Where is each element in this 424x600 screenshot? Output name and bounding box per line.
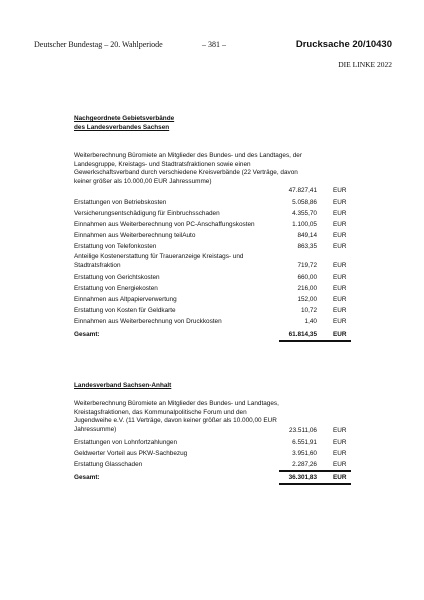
- row-currency: EUR: [333, 262, 347, 270]
- row-currency: EUR: [333, 210, 347, 217]
- row-currency: EUR: [333, 450, 347, 457]
- table-row: [74, 437, 354, 448]
- row-value: 849,14: [297, 232, 317, 239]
- row-value: 660,00: [297, 274, 317, 281]
- row-value: 23.511,06: [289, 427, 317, 435]
- row-value: 6.551,91: [292, 439, 317, 446]
- row-label: Weiterberechnung Büromiete an Mitglieder des Bundes- und des Landtages, der Landesgruppe, Kreistags- und Stadtratsfraktionen sowie einen Gewerkschaftsverband durch verschiedene Kreisverbände (22 Verträge, davon keiner größer als 10.000,00 EUR Jahressumme): [74, 152, 302, 185]
- row-currency: EUR: [333, 285, 347, 292]
- row-currency: EUR: [333, 461, 347, 468]
- header-page-number: – 381 –: [202, 40, 226, 49]
- row-label: Einnahmen aus Altpapierverwertung: [74, 296, 177, 303]
- row-label: Erstattung von Telefonkosten: [74, 243, 157, 250]
- total-currency: EUR: [333, 331, 347, 338]
- row-value: 863,35: [297, 243, 317, 250]
- row-currency: EUR: [333, 199, 347, 206]
- row-label: Erstattung von Kosten für Geldkarte: [74, 307, 176, 314]
- row-label: Anteilige Kostenerstattung für Traueranzeige Kreistags- und Stadtratsfraktion: [74, 253, 244, 269]
- table-row: [74, 316, 354, 327]
- row-label: Weiterberechnung Büromiete an Mitglieder des Bundes- und Landtages, Kreistagsfraktionen, das Kommunalpolitische Forum und den Jugendweihe e.V. (11 Verträge, davon keiner größer als 10.000,00 EUR Jahressumme): [74, 400, 279, 433]
- table-row: [74, 230, 354, 241]
- row-label: Erstattungen von Betriebskosten: [74, 199, 167, 206]
- row-currency: EUR: [333, 296, 347, 303]
- table-row: [74, 241, 354, 252]
- table-row: [74, 219, 354, 230]
- row-value: 2.287,26: [292, 461, 317, 468]
- row-label: Geldwerter Vorteil aus PKW-Sachbezug: [74, 450, 188, 457]
- row-value: 1,40: [304, 318, 317, 325]
- header-document-number: Drucksache 20/10430: [295, 39, 392, 50]
- income-table-sachsen-anhalt: [74, 399, 354, 483]
- total-label: Gesamt:: [74, 474, 100, 481]
- table-row: [74, 252, 354, 272]
- section-title: Landesverband Sachsen-Anhalt: [74, 382, 172, 389]
- row-currency: EUR: [333, 427, 347, 435]
- total-value: 61.814,35: [288, 331, 317, 338]
- row-currency: EUR: [333, 221, 347, 228]
- row-value: 4.355,70: [292, 210, 317, 217]
- row-currency: EUR: [333, 243, 347, 250]
- row-value: 5.058,86: [292, 199, 317, 206]
- row-label: Einnahmen aus Weiterberechnung von PC-Anschaffungskosten: [74, 221, 255, 228]
- row-label: Versicherungsentschädigung für Einbruchsschaden: [74, 210, 220, 217]
- header-parliament: Deutscher Bundestag – 20. Wahlperiode: [34, 40, 163, 49]
- row-value: 47.827,41: [288, 187, 317, 195]
- total-label: Gesamt:: [74, 331, 100, 338]
- section-subtitle: des Landesverbandes Sachsen: [74, 123, 170, 131]
- row-value: 10,72: [301, 307, 317, 314]
- row-label: Einnahmen aus Weiterberechnung von Druckkosten: [74, 318, 222, 325]
- page-header: [34, 40, 392, 52]
- row-currency: EUR: [333, 318, 347, 325]
- row-value: 216,00: [297, 285, 317, 292]
- table-row: [74, 459, 354, 470]
- sum-rule: [279, 470, 351, 471]
- row-label: Erstattung von Gerichtskosten: [74, 274, 160, 281]
- table-row: [74, 272, 354, 283]
- row-currency: EUR: [333, 187, 347, 195]
- section-sachsen-gebietsverbaende: [74, 115, 354, 132]
- row-value: 719,72: [297, 262, 317, 270]
- row-currency: EUR: [333, 232, 347, 239]
- row-label: Erstattung Glasschaden: [74, 461, 143, 468]
- row-currency: EUR: [333, 274, 347, 281]
- income-table: [74, 151, 354, 340]
- row-value: 1.100,05: [292, 221, 317, 228]
- section-sachsen-anhalt: [74, 382, 354, 391]
- total-row: [74, 472, 354, 483]
- total-row: [74, 329, 354, 340]
- row-currency: EUR: [333, 439, 347, 446]
- table-row: [74, 305, 354, 316]
- section-title: Nachgeordnete Gebietsverbände: [74, 115, 175, 122]
- table-row: [74, 283, 354, 294]
- row-currency: EUR: [333, 307, 347, 314]
- total-currency: EUR: [333, 474, 347, 481]
- table-row: [74, 399, 354, 437]
- table-row: [74, 208, 354, 219]
- row-value: 3.951,60: [292, 450, 317, 457]
- table-row: [74, 197, 354, 208]
- table-row: [74, 448, 354, 459]
- row-value: 152,00: [297, 296, 317, 303]
- row-label: Erstattungen von Lohnfortzahlungen: [74, 439, 178, 446]
- row-label: Erstattung von Energiekosten: [74, 285, 158, 292]
- party-label: DIE LINKE 2022: [338, 60, 392, 69]
- total-value: 36.301,83: [288, 474, 317, 481]
- table-row: [74, 294, 354, 305]
- table-row: [74, 151, 354, 197]
- row-label: Einnahmen aus Weiterberechnung teilAuto: [74, 232, 196, 239]
